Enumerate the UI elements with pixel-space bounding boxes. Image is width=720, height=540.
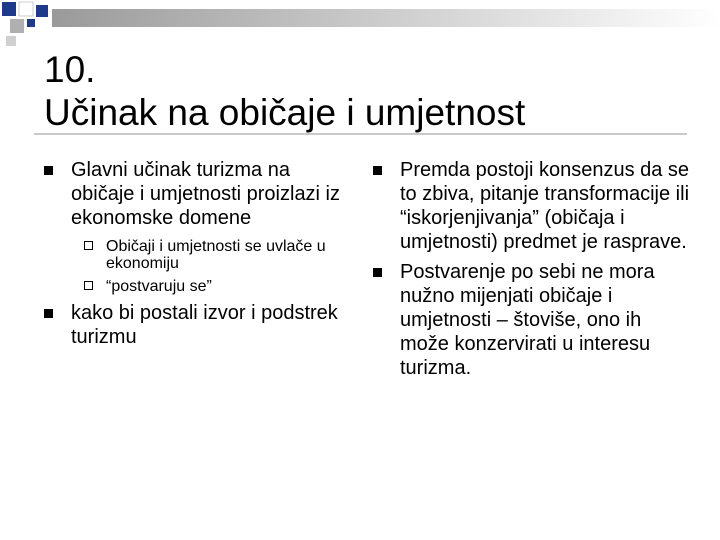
left-column [44,158,344,355]
hollow-square-bullet-icon [84,281,93,290]
title-line-text: Učinak na običaje i umjetnost [44,92,526,133]
right-bullet-item-2 [373,260,693,380]
square-bullet-icon [373,166,382,175]
deco-square-6 [6,36,16,46]
left-bullet-item-1 [44,158,344,295]
right-item-1-text: Premda postoji konsenzus da se to zbiva, pitanje transformacije ili “iskorjenjivanja” (običaja i umjetnosti) predmet je rasprave. [400,159,690,253]
hollow-square-bullet-icon [84,241,93,250]
slide-decoration [0,0,720,50]
square-bullet-icon [373,268,382,277]
title-line-number: 10. [44,49,96,90]
deco-square-2 [19,2,33,16]
left-item-1-text: Glavni učinak turizma na običaje i umjetnosti proizlazi iz ekonomske domene [71,159,341,229]
square-bullet-icon [44,309,53,318]
square-bullet-icon [44,166,53,175]
sub-item-1-text: Običaji i umjetnosti se uvlače u ekonomiju [106,238,326,272]
left-item-2-text: kako bi postali izvor i podstrek turizmu [71,302,338,348]
deco-square-5 [27,19,35,27]
top-band [52,9,720,27]
deco-square-1 [2,2,16,16]
sub-item-2-text: “postvaruju se” [106,278,212,295]
left-bullet-item-2 [44,301,344,349]
deco-square-4 [10,19,24,33]
right-bullet-item-1 [373,158,693,254]
sub-bullet-item-2 [71,278,344,295]
slide-title [44,48,684,134]
left-sublist [71,238,344,295]
right-column [373,158,693,386]
sub-bullet-item-1 [71,238,344,272]
deco-square-3 [36,5,48,17]
title-divider [34,133,687,135]
right-item-2-text: Postvarenje po sebi ne mora nužno mijenjati običaje i umjetnosti – štoviše, ono ih može konzervirati u interesu turizma. [400,261,655,379]
